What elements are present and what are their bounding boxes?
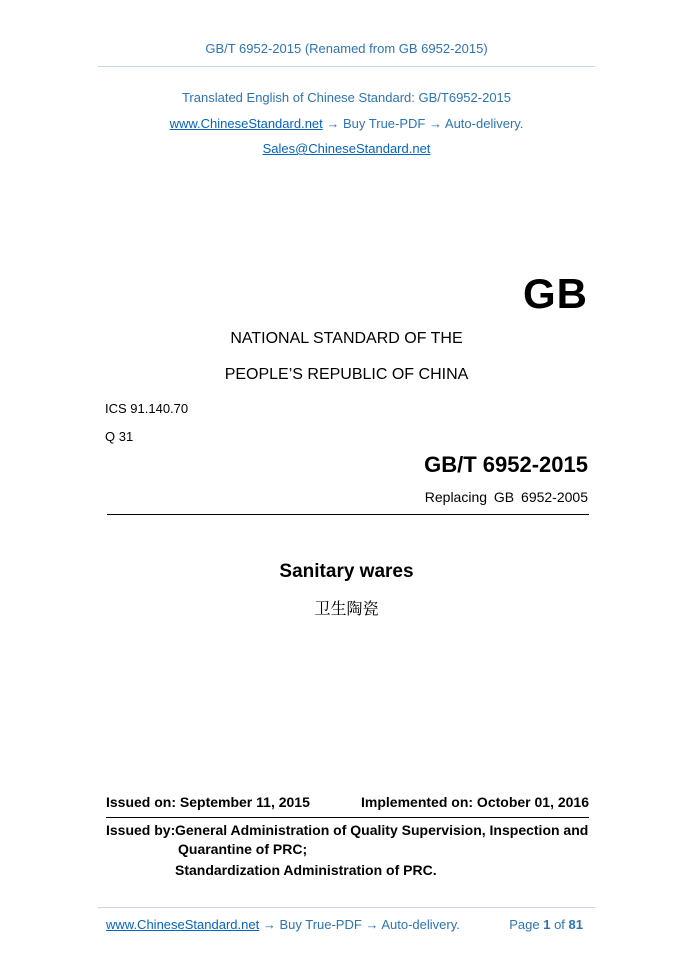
main-divider: [107, 514, 589, 515]
issued-on-date: Issued on: September 11, 2015: [106, 794, 310, 810]
issued-by-label: Issued by:: [106, 822, 176, 838]
ics-code: ICS 91.140.70: [105, 401, 189, 416]
footer-divider: [98, 907, 595, 908]
replacing-note: Replacing GB 6952-2005: [424, 489, 588, 505]
footer-purchase-line: [106, 917, 460, 932]
footer-buy-text: Buy True-PDF: [279, 917, 362, 932]
issued-divider: [106, 817, 589, 818]
standard-number: GB/T 6952-2015: [424, 452, 588, 477]
national-standard-line1: NATIONAL STANDARD OF THE: [230, 330, 463, 347]
arrow-right-icon: →: [262, 917, 276, 932]
footer-delivery-text: Auto-delivery.: [381, 917, 460, 932]
issuer-line3: Standardization Administration of PRC.: [175, 862, 437, 878]
page-total: 81: [568, 917, 583, 932]
header-divider: [98, 66, 595, 67]
classification-code: Q 31: [105, 429, 134, 444]
delivery-text: Auto-delivery.: [444, 116, 524, 131]
translation-notice: Translated English of Chinese Standard: GB/T6952-2015: [181, 90, 512, 105]
gb-logo: GB: [523, 270, 588, 317]
implemented-on-date: Implemented on: October 01, 2016: [361, 794, 589, 810]
page-current: 1: [543, 917, 551, 932]
arrow-right-icon: →: [326, 116, 340, 131]
page-label: Page: [509, 917, 540, 932]
document-title-en: Sanitary wares: [279, 561, 414, 582]
site-link[interactable]: www.ChineseStandard.net: [169, 116, 323, 131]
purchase-line: [0, 116, 693, 131]
arrow-right-icon: →: [429, 116, 442, 131]
page-of: of: [554, 917, 565, 932]
header-title: GB/T 6952-2015 (Renamed from GB 6952-2015): [205, 41, 488, 56]
page-indicator: [509, 917, 583, 932]
email-line: [0, 141, 693, 156]
arrow-right-icon: →: [365, 917, 379, 932]
national-standard-line2: PEOPLE’S REPUBLIC OF CHINA: [224, 366, 469, 383]
issuer-line1: General Administration of Quality Supervision, Inspection and: [175, 822, 589, 838]
document-title-cn: 卫生陶瓷: [314, 599, 379, 618]
footer-site-link[interactable]: www.ChineseStandard.net: [106, 917, 260, 932]
buy-text: Buy True-PDF: [343, 116, 426, 131]
email-link[interactable]: Sales@ChineseStandard.net: [262, 141, 431, 156]
issuer-line2: Quarantine of PRC;: [178, 841, 308, 857]
